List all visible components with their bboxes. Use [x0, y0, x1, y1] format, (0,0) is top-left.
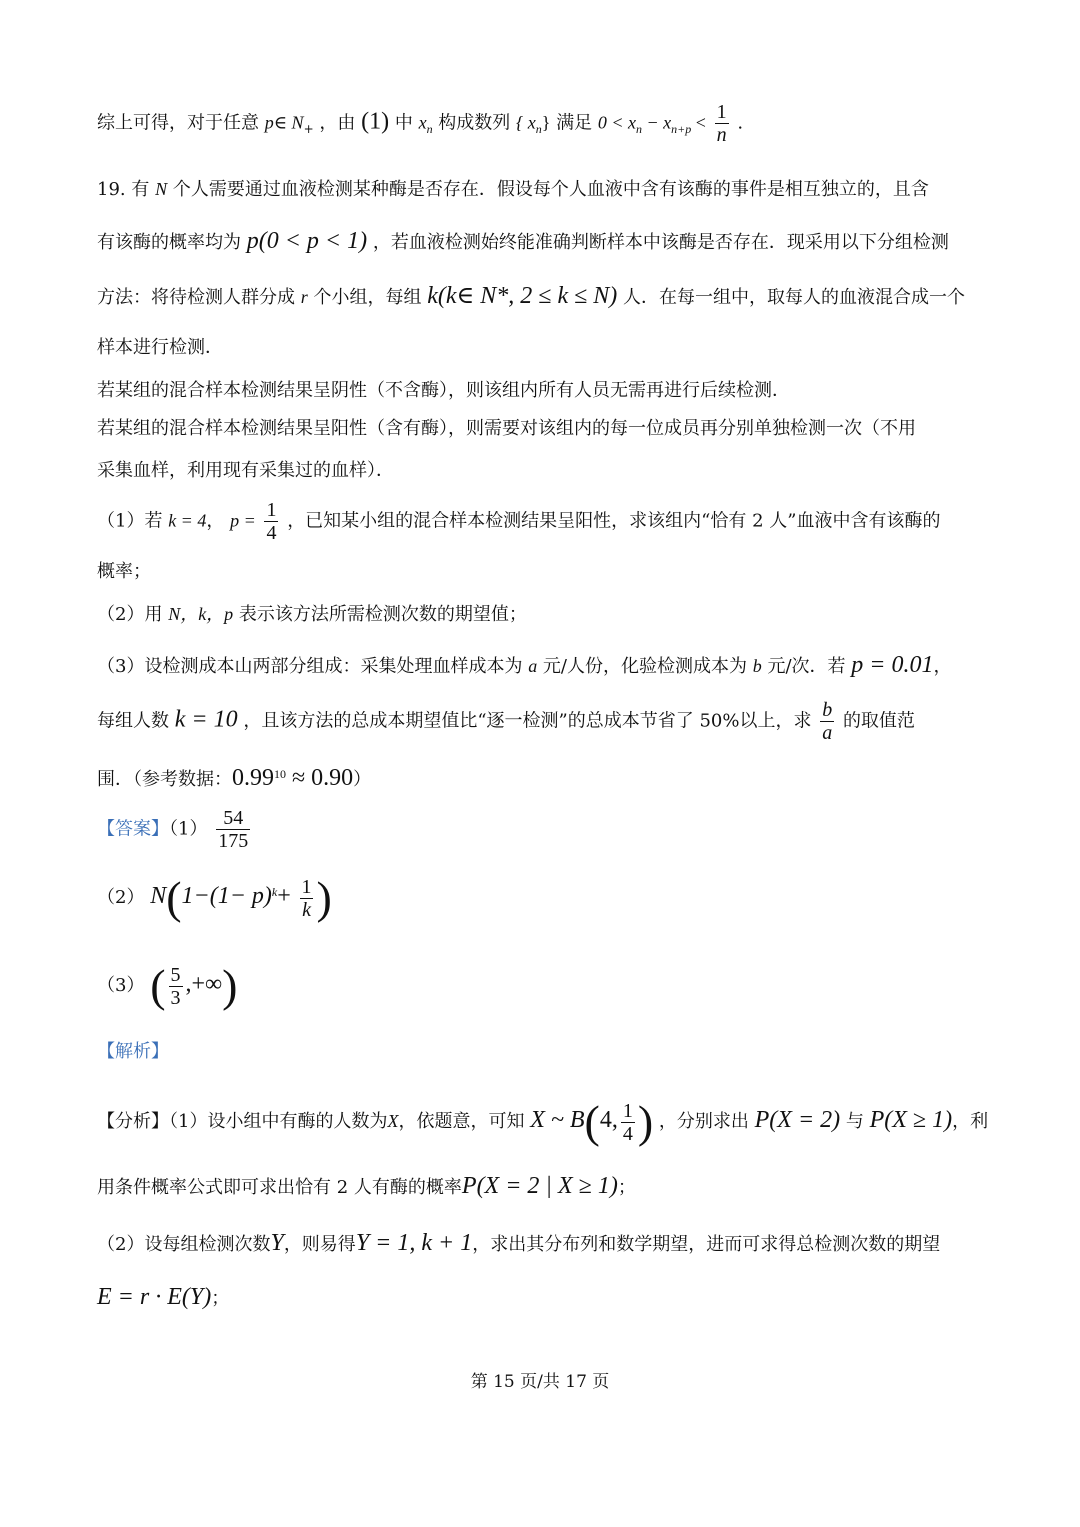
problem-line-3: 方法：将待检测人群分成 r 个小组，每组 k(k∈ N*, 2 ≤ k ≤ N) 人．在每一组中，取每人的血液混合成一个	[97, 283, 966, 309]
summary-line: 综上可得，对于任意 p∈ $N_+$ ，由 (1) 中 $x_n$ 构成数列 { $x_n$} 满足 $0 < x_n - x_{n+p}$ < $\frac{1}{n}$ .	[97, 101, 744, 146]
analysis-line-4: E = r · E(Y)；	[97, 1284, 230, 1310]
fraction-b-over-a: $\frac{b}{a}$	[822, 699, 833, 744]
fraction-1-4: $\frac{1}{4}$	[266, 499, 277, 544]
fraction-1-over-n: $\frac{1}{n}$	[716, 101, 727, 146]
analysis-fenxi-label: 【分析】	[97, 1111, 169, 1132]
problem-line-1: 19. 有 N 个人需要通过血液检测某种酶是否存在．假设每个人血液中含有该酶的事件是相互独立的，且含	[97, 179, 929, 200]
question-3: （3）设检测成本山两部分组成：采集处理血样成本为 a 元/人份，化验检测成本为 b 元/次．若 p = 0.01，	[97, 652, 952, 678]
question-2: （2）用 N，k，p 表示该方法所需检测次数的期望值；	[97, 604, 527, 625]
analysis-fraction-1-4: $\frac{1}{4}$	[622, 1099, 633, 1145]
analysis-line-3: （2）设每组检测次数Y，则易得Y = 1, k + 1，求出其分布列和数学期望，进而可求得总检测次数的期望	[97, 1230, 941, 1256]
analysis-line-2: 用条件概率公式即可求出恰有 2 人有酶的概率P(X = 2 | X ≥ 1)；	[97, 1173, 636, 1199]
question-1: （1）若 k = 4， p = $\frac{1}{4}$ ，已知某小组的混合样本检测结果呈阳性，求该组内“恰有 2 人”血液中含有该酶的	[97, 499, 941, 544]
answer-3-fraction: $\frac{5}{3}$	[170, 963, 181, 1009]
answer-2: （2） $N(1-(1- p)^k+$ $\frac{1}{k}$ )	[97, 872, 332, 923]
problem-line-2: 有该酶的概率均为 p(0 < p < 1) ，若血液检测始终能准确判断样本中该酶是否存在．现采用以下分组检测	[97, 228, 949, 254]
question-3-ref: 围．（参考数据：$0.99^{10} \approx 0.90$）	[97, 765, 372, 791]
problem-line-5: 若某组的混合样本检测结果呈阴性（不含酶），则该组内所有人员无需再进行后续检测．	[97, 380, 790, 401]
page-footer: 第 15 页/共 17 页	[470, 1372, 610, 1392]
problem-line-4: 样本进行检测．	[97, 337, 223, 358]
analysis-label: 【解析】	[97, 1041, 169, 1062]
answer-3: （3） ( $\frac{5}{3}$ ,+∞)	[97, 960, 238, 1011]
answer-2-fraction: $\frac{1}{k}$	[301, 875, 312, 921]
question-1-cont: 概率；	[97, 561, 151, 582]
analysis-line-1: 【分析】（1）设小组中有酶的人数为X，依题意，可知 X ~ B(4, $\frac{1}{4}$ ) ，分别求出 P(X = 2) 与 P(X ≥ 1)，利	[97, 1096, 989, 1147]
answer-label: 【答案】	[97, 818, 169, 840]
answer-1: 【答案】（1） $\frac{54}{175}$	[97, 807, 249, 852]
problem-line-6: 若某组的混合样本检测结果呈阳性（含有酶），则需要对该组内的每一位成员再分别单独检测一次（不用	[97, 418, 916, 439]
question-3-cont: 每组人数 k = 10 ，且该方法的总成本期望值比“逐一检测”的总成本节省了 50%以上，求 $\frac{b}{a}$ 的取值范	[97, 699, 915, 744]
problem-line-7: 采集血样，利用现有采集过的血样）．	[97, 460, 394, 481]
answer-1-fraction: $\frac{54}{175}$	[218, 807, 249, 852]
